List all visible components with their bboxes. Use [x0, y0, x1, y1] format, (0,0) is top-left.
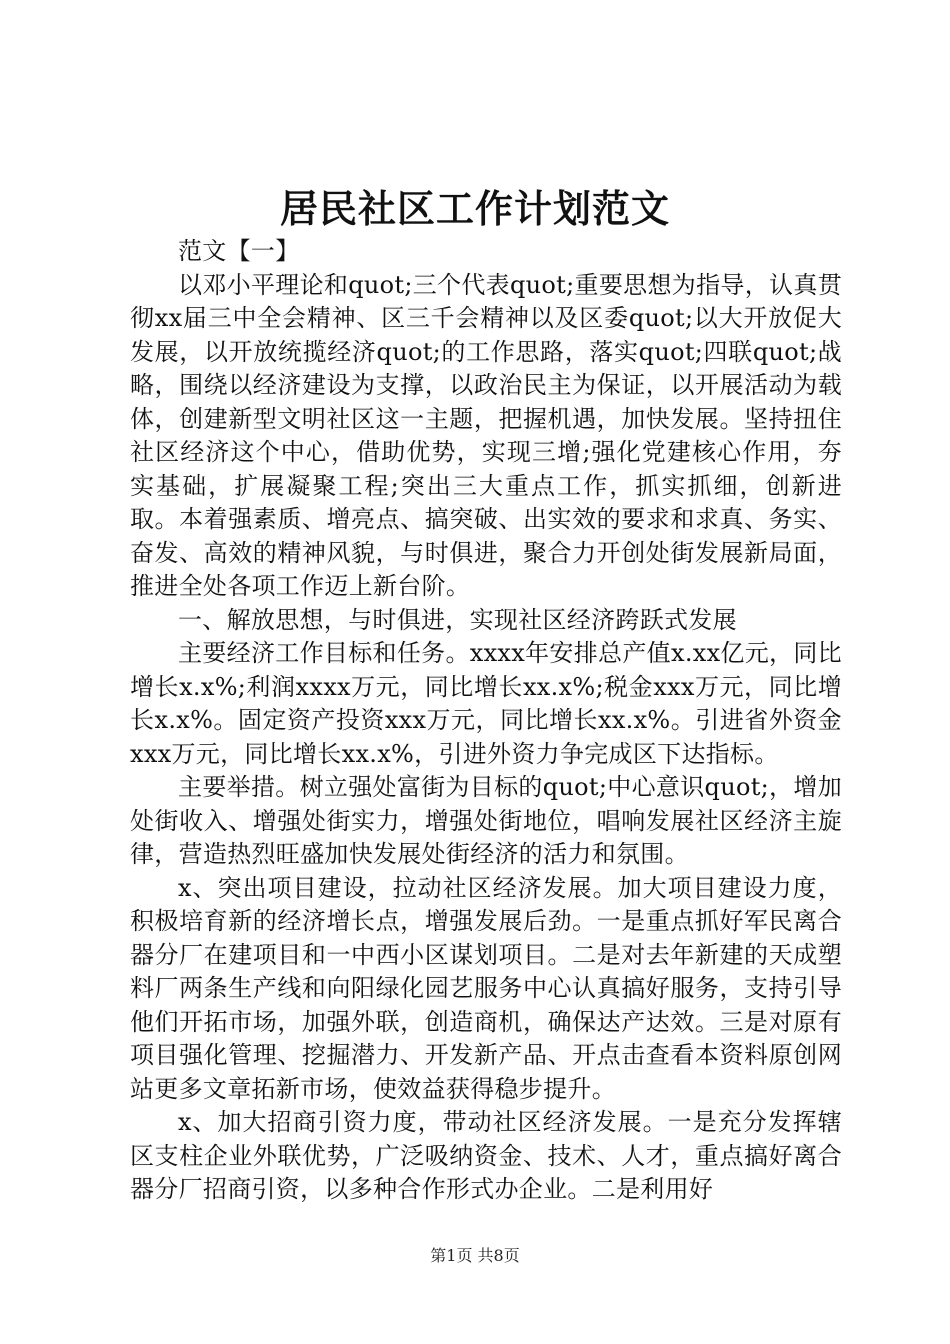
section-heading-1: 一、解放思想，与时俱进，实现社区经济跨跃式发展 [178, 605, 737, 634]
paragraph-investment-attraction: x、加大招商引资力度，带动社区经济发展。一是充分发挥辖区支柱企业外联优势，广泛吸纳资金、技术、人才，重点搞好离合器分厂招商引资，以多种合作形式办企业。二是利用好 [130, 1108, 842, 1203]
paragraph-project-construction: x、突出项目建设，拉动社区经济发展。加大项目建设力度，积极培育新的经济增长点，增强发展后劲。一是重点抓好军民离合器分厂在建项目和一中西小区谋划项目。二是对去年新建的天成塑料厂两条生产线和向阳绿化园艺服务中心认真搞好服务，支持引导他们开拓市场，加强外联，创造商机，确保达产达效。三是对原有项目强化管理、挖掘潜力、开发新产品、开点击查看本资料原创网站更多文章拓新市场，使效益获得稳步提升。 [130, 873, 842, 1103]
document-body [130, 235, 842, 1207]
section-label: 范文【一】 [178, 237, 300, 265]
document-title: 居民社区工作计划范文 [279, 186, 670, 231]
paragraph-guiding-principle: 以邓小平理论和quot;三个代表quot;重要思想为指导，认真贯彻xx届三中全会精神、区三千会精神以及区委quot;以大开放促大发展，以开放统揽经济quot;的工作思路，落实quot;四联quot;战略，围绕以经济建设为支撑，以政治民主为保证，以开展活动为载体，创建新型文明社区这一主题，把握机遇，加快发展。坚持扭住社区经济这个中心，借助优势，实现三增;强化党建核心作用，夯实基础，扩展凝聚工程;突出三大重点工作，抓实抓细，创新进取。本着强素质、增亮点、搞突破、出实效的要求和求真、务实、奋发、高效的精神风貌，与时俱进，聚合力开创处街发展新局面，推进全处各项工作迈上新台阶。 [130, 270, 842, 600]
paragraph-main-measures: 主要举措。树立强处富街为目标的quot;中心意识quot;，增加处街收入、增强处街实力，增强处街地位，唱响发展社区经济主旋律，营造热烈旺盛加快发展处街经济的活力和氛围。 [130, 773, 842, 868]
paragraph-economic-targets: 主要经济工作目标和任务。xxxx年安排总产值x.xx亿元，同比增长x.x%;利润xxxx万元，同比增长xx.x%;税金xxx万元，同比增长x.x%。固定资产投资xxx万元，同比增长xx.x%。引进省外资金xxx万元，同比增长xx.x%，引进外资力争完成区下达指标。 [130, 639, 842, 768]
page-number-footer: 第1页 共8页 [430, 1246, 520, 1265]
